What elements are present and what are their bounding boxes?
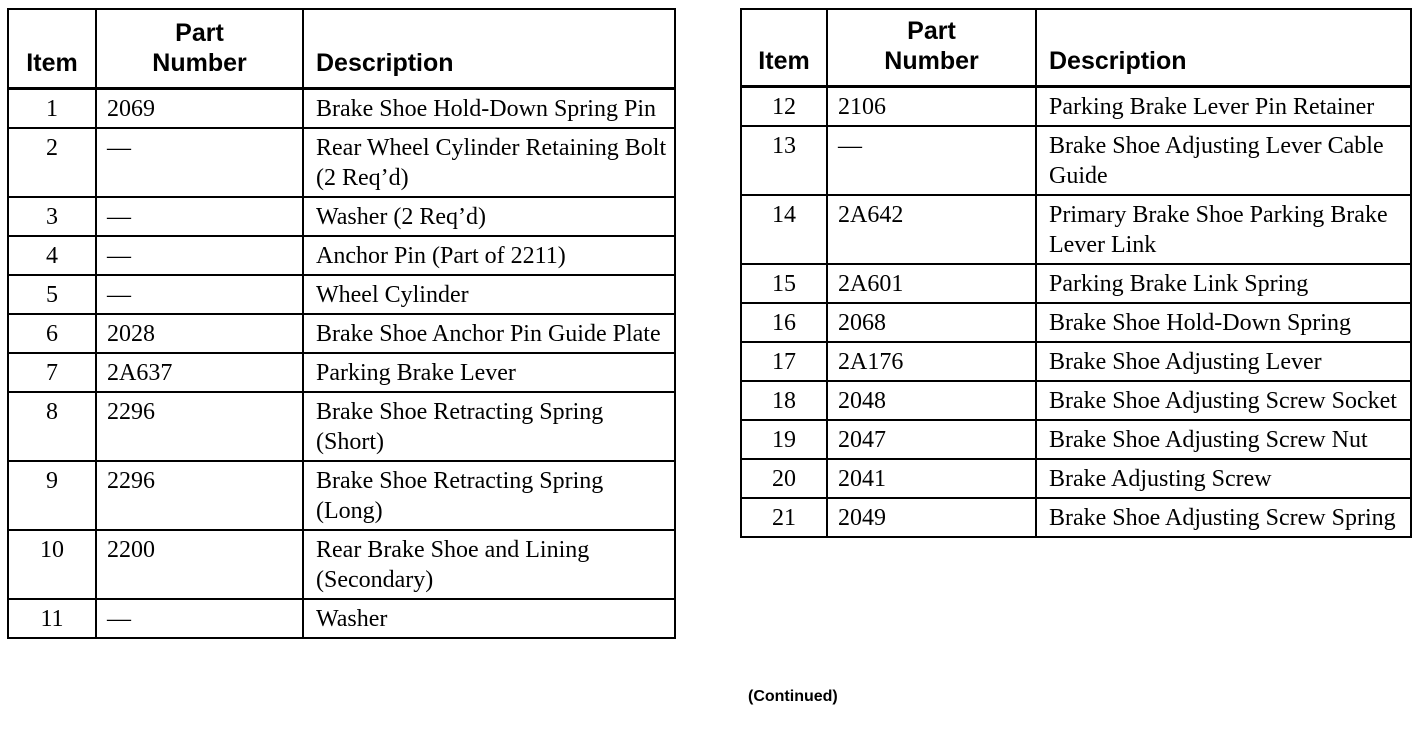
part-number: —	[96, 236, 303, 275]
left-rows	[8, 88, 675, 638]
item-number: 21	[741, 498, 827, 537]
table-row	[8, 392, 675, 461]
part-description: Brake Shoe Retracting Spring (Long)	[303, 461, 675, 530]
right-rows	[741, 86, 1411, 537]
part-number: 2048	[827, 381, 1036, 420]
item-number: 12	[741, 86, 827, 126]
table-row	[8, 197, 675, 236]
part-description: Brake Shoe Adjusting Lever	[1036, 342, 1411, 381]
item-number: 17	[741, 342, 827, 381]
part-number: —	[96, 128, 303, 197]
table-row	[741, 86, 1411, 126]
item-number: 20	[741, 459, 827, 498]
table-row	[741, 381, 1411, 420]
part-description: Rear Wheel Cylinder Retaining Bolt (2 Req’d)	[303, 128, 675, 197]
part-number: 2106	[827, 86, 1036, 126]
part-number: 2069	[96, 88, 303, 128]
header-description: Description	[303, 9, 675, 88]
table-row	[8, 530, 675, 599]
part-description: Brake Shoe Adjusting Screw Nut	[1036, 420, 1411, 459]
parts-table-left	[7, 8, 676, 639]
part-number: 2049	[827, 498, 1036, 537]
part-description: Parking Brake Link Spring	[1036, 264, 1411, 303]
item-number: 5	[8, 275, 96, 314]
item-number: 11	[8, 599, 96, 638]
table-row	[741, 303, 1411, 342]
part-description: Brake Shoe Adjusting Lever Cable Guide	[1036, 126, 1411, 195]
item-number: 10	[8, 530, 96, 599]
table-row	[741, 342, 1411, 381]
item-number: 19	[741, 420, 827, 459]
table-row	[8, 314, 675, 353]
header-row	[8, 9, 675, 88]
continued-note: (Continued)	[748, 688, 838, 705]
part-number: 2A642	[827, 195, 1036, 264]
table-row	[8, 599, 675, 638]
part-description: Brake Shoe Hold-Down Spring Pin	[303, 88, 675, 128]
part-number: 2A176	[827, 342, 1036, 381]
part-number: —	[827, 126, 1036, 195]
part-number: 2296	[96, 392, 303, 461]
part-description: Brake Shoe Hold-Down Spring	[1036, 303, 1411, 342]
item-number: 9	[8, 461, 96, 530]
part-number: 2068	[827, 303, 1036, 342]
part-number: —	[96, 197, 303, 236]
item-number: 4	[8, 236, 96, 275]
part-description: Parking Brake Lever	[303, 353, 675, 392]
table-row	[8, 236, 675, 275]
table-row	[741, 264, 1411, 303]
table-row	[8, 128, 675, 197]
part-description: Brake Shoe Retracting Spring (Short)	[303, 392, 675, 461]
part-number: —	[96, 275, 303, 314]
header-description: Description	[1036, 9, 1411, 86]
parts-table-right	[740, 8, 1412, 538]
table-row	[741, 459, 1411, 498]
table-row	[8, 88, 675, 128]
item-number: 15	[741, 264, 827, 303]
part-description: Brake Adjusting Screw	[1036, 459, 1411, 498]
item-number: 18	[741, 381, 827, 420]
part-description: Washer	[303, 599, 675, 638]
part-number: 2047	[827, 420, 1036, 459]
item-number: 6	[8, 314, 96, 353]
part-description: Parking Brake Lever Pin Retainer	[1036, 86, 1411, 126]
item-number: 14	[741, 195, 827, 264]
item-number: 8	[8, 392, 96, 461]
table-row	[8, 353, 675, 392]
header-item: Item	[8, 9, 96, 88]
table-row	[8, 461, 675, 530]
header-part-number: Part Number	[96, 9, 303, 88]
part-description: Brake Shoe Anchor Pin Guide Plate	[303, 314, 675, 353]
part-description: Washer (2 Req’d)	[303, 197, 675, 236]
item-number: 7	[8, 353, 96, 392]
header-item: Item	[741, 9, 827, 86]
part-number: 2200	[96, 530, 303, 599]
item-number: 3	[8, 197, 96, 236]
table-row	[741, 420, 1411, 459]
header-part-number: Part Number	[827, 9, 1036, 86]
part-number: —	[96, 599, 303, 638]
part-number: 2028	[96, 314, 303, 353]
table-row	[741, 126, 1411, 195]
part-number: 2A637	[96, 353, 303, 392]
part-description: Brake Shoe Adjusting Screw Socket	[1036, 381, 1411, 420]
part-description: Rear Brake Shoe and Lining (Secondary)	[303, 530, 675, 599]
item-number: 13	[741, 126, 827, 195]
table-row	[741, 195, 1411, 264]
item-number: 1	[8, 88, 96, 128]
table-row	[8, 275, 675, 314]
part-description: Primary Brake Shoe Parking Brake Lever Link	[1036, 195, 1411, 264]
part-description: Anchor Pin (Part of 2211)	[303, 236, 675, 275]
part-number: 2041	[827, 459, 1036, 498]
part-number: 2296	[96, 461, 303, 530]
part-description: Brake Shoe Adjusting Screw Spring	[1036, 498, 1411, 537]
part-number: 2A601	[827, 264, 1036, 303]
item-number: 2	[8, 128, 96, 197]
header-row	[741, 9, 1411, 86]
table-row	[741, 498, 1411, 537]
item-number: 16	[741, 303, 827, 342]
part-description: Wheel Cylinder	[303, 275, 675, 314]
